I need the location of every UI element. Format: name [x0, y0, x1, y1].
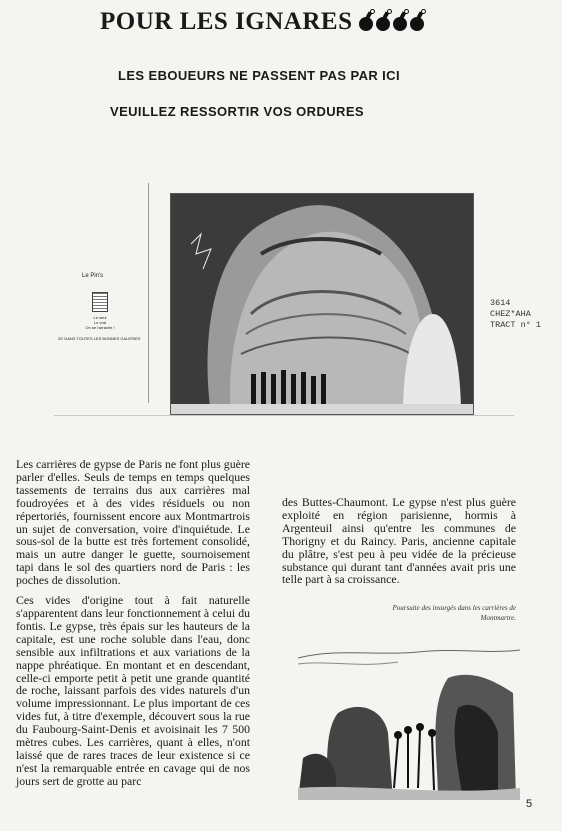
- tract-stamp: 3614 CHEZ*AHA TRACT n° 1: [490, 298, 542, 330]
- article-right-column: [282, 496, 516, 593]
- pins-logo-icon: [92, 292, 108, 312]
- pins-ad-text: Le seul Le vrai On se l'arrache !: [85, 315, 115, 330]
- bomb-icon: [376, 17, 390, 31]
- bomb-icon: [359, 17, 373, 31]
- article-left-column: [16, 458, 250, 795]
- subtitle-line-1: LES EBOUEURS NE PASSENT PAS PAR ICI: [118, 68, 400, 83]
- pins-small-print: 25' DANS TOUTES LES BONNES GALERIES: [58, 336, 141, 341]
- quarry-photo: [170, 193, 474, 415]
- article-paragraph: des Buttes-Chaumont. Le gypse n'est plus guère exploité en région parisienne, hormis à Argenteuil ainsi qu'entre les communes de Thorigny et du Raincy. Paris, ancienne capitale du plâtre, s'est peu à peu vidée de la précieuse substance qui durant tant d'années avait pris une telle part à sa croissance.: [282, 495, 516, 587]
- paper-edge: [54, 415, 514, 416]
- engraving-caption: Poursuite des insurgés dans les carrières de Montmartre.: [392, 604, 516, 622]
- page-number: 5: [526, 798, 533, 810]
- title-text: POUR LES IGNARES: [100, 8, 353, 35]
- article-paragraph: Les carrières de gypse de Paris ne font plus guère parler d'elles. Seuls de temps en temps quelques tassements de terrains dus aux carrières mal foudroyées et à des vides résiduels ou non répertoriés, fournissent encore aux Montmartrois un sujet de conversation, voire d'inquiétude. Le sous-sol de la butte est très fortement consolidé, mais un autre danger le guette, sournoisement tapi dans le sol des quartiers nord de Paris : les poches de dissolution.: [16, 457, 250, 588]
- bomb-icon: [410, 17, 424, 31]
- insurgents-engraving: [298, 638, 520, 800]
- pins-title: Le Pin's: [82, 273, 104, 279]
- bomb-icons: [359, 13, 424, 31]
- bomb-icon: [393, 17, 407, 31]
- page-title: [100, 8, 424, 36]
- pins-advert: [58, 270, 168, 350]
- subtitle-line-2: VEUILLEZ RESSORTIR VOS ORDURES: [110, 104, 364, 119]
- article-paragraph: Ces vides d'origine tout à fait naturelle s'apparentent dans leur fonctionnement à celui du fontis. Le gypse, très épais sur les hauteurs de la capitale, est une roche soluble dans l'eau, donc sensible aux infiltrations et aux variations de la nappe phréatique. En montant et en descendant, celle-ci emporte petit à petit une grande quantité de roche, laissant parfois des vides naturels d'un volume impressionnant. Le plus important de ces vides fut, à titre d'exemple, découvert sous la rue du Faubourg-Saint-Denis et avoisinait les 7 500 mètres cubes. Les carrières, quant à elles, n'ont laissé que de rares traces de leur existence si ce n'est la remarquable entrée en cavage qui de nos jours sert de grotte au parc: [16, 593, 250, 788]
- quarry-photo-graphic: [171, 194, 473, 414]
- engraving-graphic: [298, 638, 520, 800]
